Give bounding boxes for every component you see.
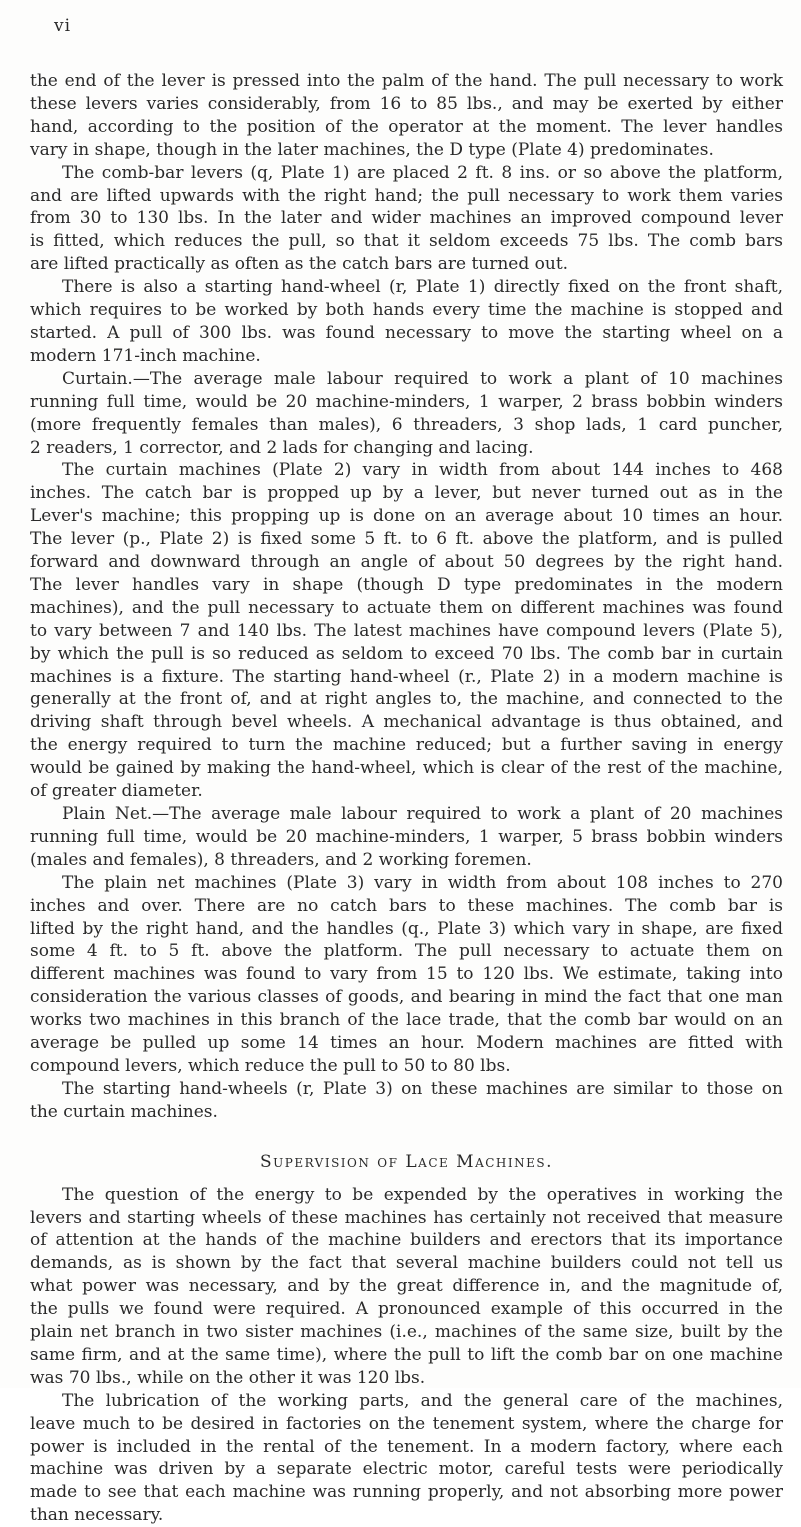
text-line: driving shaft through bevel wheels. A mechanical advantage is thus obtained, and	[30, 712, 783, 733]
text-line: plain net branch in two sister machines (i.e., machines of the same size, built by the	[30, 1322, 783, 1343]
text-line: modern 171-inch machine.	[30, 345, 261, 366]
text-line: vary in shape, though in the later machines, the D type (Plate 4) predominates.	[30, 139, 714, 160]
text-line: same firm, and at the same time), where the pull to lift the comb bar on one machine	[30, 1344, 783, 1365]
text-line: The lever handles vary in shape (though D type predominates in the modern	[30, 574, 783, 595]
text-line: leave much to be desired in factories on the tenement system, where the charge for	[30, 1413, 783, 1434]
section-heading: Supervision of Lace Machines.	[259, 1151, 554, 1172]
paragraph	[30, 1184, 783, 1390]
text-line: (males and females), 8 threaders, and 2 working foremen.	[30, 849, 532, 870]
text-line: what power was necessary, and by the great difference in, and the magnitude of,	[30, 1276, 783, 1297]
text-line: There is also a starting hand-wheel (r, Plate 1) directly fixed on the front shaft,	[62, 277, 783, 298]
text-line: started. A pull of 300 lbs. was found necessary to move the starting wheel on a	[30, 322, 783, 343]
text-line: The starting hand-wheels (r, Plate 3) on these machines are similar to those on	[62, 1078, 783, 1099]
paragraph	[30, 162, 783, 277]
text-line: Lever's machine; this propping up is done on an average about 10 times an hour.	[30, 506, 783, 527]
text-line: running full time, would be 20 machine-minders, 1 warper, 5 brass bobbin winders	[30, 826, 783, 847]
text-line: to vary between 7 and 140 lbs. The latest machines have compound levers (Plate 5),	[30, 620, 783, 641]
text-line: The question of the energy to be expended by the operatives in working the	[62, 1184, 783, 1205]
text-line: The curtain machines (Plate 2) vary in width from about 144 inches to 468	[62, 460, 783, 481]
text-line: are lifted practically as often as the catch bars are turned out.	[30, 254, 569, 275]
text-line: average be pulled up some 14 times an hour. Modern machines are fitted with	[30, 1033, 783, 1054]
paragraph	[30, 803, 783, 872]
text-line: consideration the various classes of goods, and bearing in mind the fact that one man	[30, 987, 783, 1008]
text-line: demands, as is shown by the fact that several machine builders could not tell us	[30, 1253, 783, 1274]
text-line: The plain net machines (Plate 3) vary in width from about 108 inches to 270	[62, 872, 783, 893]
text-line: The lever (p., Plate 2) is fixed some 5 ft. to 6 ft. above the platform, and is pulled	[30, 529, 783, 550]
paragraph	[30, 276, 783, 368]
text-line: made to see that each machine was running properly, and not absorbing more power	[30, 1482, 783, 1503]
text-line: the end of the lever is pressed into the palm of the hand. The pull necessary to work	[30, 71, 783, 91]
text-line: would be gained by making the hand-wheel, which is clear of the rest of the machine,	[30, 758, 783, 779]
text-line: is fitted, which reduces the pull, so that it seldom exceeds 75 lbs. The comb bars	[30, 231, 783, 252]
text-line: the pulls we found were required. A pronounced example of this occurred in the	[30, 1299, 783, 1320]
text-line: the energy required to turn the machine reduced; but a further saving in energy	[30, 735, 783, 756]
text-line: than necessary.	[30, 1505, 164, 1526]
text-line: by which the pull is so reduced as seldom to exceed 70 lbs. The comb bar in curtain	[30, 643, 783, 664]
text-line: Curtain.—The average male labour required to work a plant of 10 machines	[62, 368, 783, 389]
paragraph	[30, 70, 783, 162]
text-line: lifted by the right hand, and the handles (q., Plate 3) which vary in shape, are fixed	[30, 918, 783, 939]
text-line: generally at the front of, and at right angles to, the machine, and connected to the	[30, 689, 783, 710]
text-line: running full time, would be 20 machine-minders, 1 warper, 2 brass bobbin winders	[30, 391, 783, 412]
text-line: inches and over. There are no catch bars to these machines. The comb bar is	[30, 895, 783, 916]
text-line: works two machines in this branch of the lace trade, that the comb bar would on an	[30, 1010, 783, 1031]
text-line: compound levers, which reduce the pull to 50 to 80 lbs.	[30, 1055, 511, 1076]
text-line: The comb-bar levers (q, Plate 1) are placed 2 ft. 8 ins. or so above the platform,	[62, 162, 783, 183]
text-line: 2 readers, 1 corrector, and 2 lads for changing and lacing.	[30, 437, 534, 458]
text-line: some 4 ft. to 5 ft. above the platform. The pull necessary to actuate them on	[30, 941, 783, 962]
text-line: The lubrication of the working parts, and the general care of the machines,	[62, 1390, 783, 1411]
text-line: from 30 to 130 lbs. In the later and wider machines an improved compound lever	[30, 208, 783, 229]
text-line: the curtain machines.	[30, 1101, 218, 1122]
text-line: power is included in the rental of the tenement. In a modern factory, where each	[30, 1436, 783, 1457]
text-line: hand, according to the position of the operator at the moment. The lever handles	[30, 116, 783, 137]
text-line: machines is a fixture. The starting hand-wheel (r., Plate 2) in a modern machine is	[30, 666, 783, 687]
text-line: which requires to be worked by both hands every time the machine is stopped and	[30, 300, 783, 321]
text-line: these levers varies considerably, from 16 to 85 lbs., and may be exerted by either	[30, 93, 783, 114]
paragraph	[30, 368, 783, 460]
paragraph	[30, 872, 783, 1078]
text-line: of greater diameter.	[30, 781, 203, 802]
text-line: and are lifted upwards with the right hand; the pull necessary to work them varies	[30, 185, 783, 206]
body-text	[30, 70, 783, 1527]
paragraph	[30, 1390, 783, 1527]
paragraph	[30, 459, 783, 803]
page-number: vi	[54, 16, 72, 36]
paragraph	[30, 1078, 783, 1124]
text-line: different machines was found to vary from 15 to 120 lbs. We estimate, taking into	[30, 964, 783, 985]
text-line: forward and downward through an angle of about 50 degrees by the right hand.	[30, 552, 783, 573]
text-line: inches. The catch bar is propped up by a lever, but never turned out as in the	[30, 483, 783, 504]
text-line: of attention at the hands of the machine builders and erectors that its importance	[30, 1230, 783, 1251]
text-line: Plain Net.—The average male labour required to work a plant of 20 machines	[62, 804, 783, 824]
text-line: levers and starting wheels of these machines has certainly not received that measure	[30, 1207, 783, 1228]
text-line: machines), and the pull necessary to actuate them on different machines was found	[30, 597, 783, 618]
text-line: was 70 lbs., while on the other it was 120 lbs.	[30, 1367, 426, 1388]
text-line: machine was driven by a separate electric motor, careful tests were periodically	[30, 1459, 783, 1480]
text-line: (more frequently females than males), 6 threaders, 3 shop lads, 1 card puncher,	[30, 414, 783, 435]
